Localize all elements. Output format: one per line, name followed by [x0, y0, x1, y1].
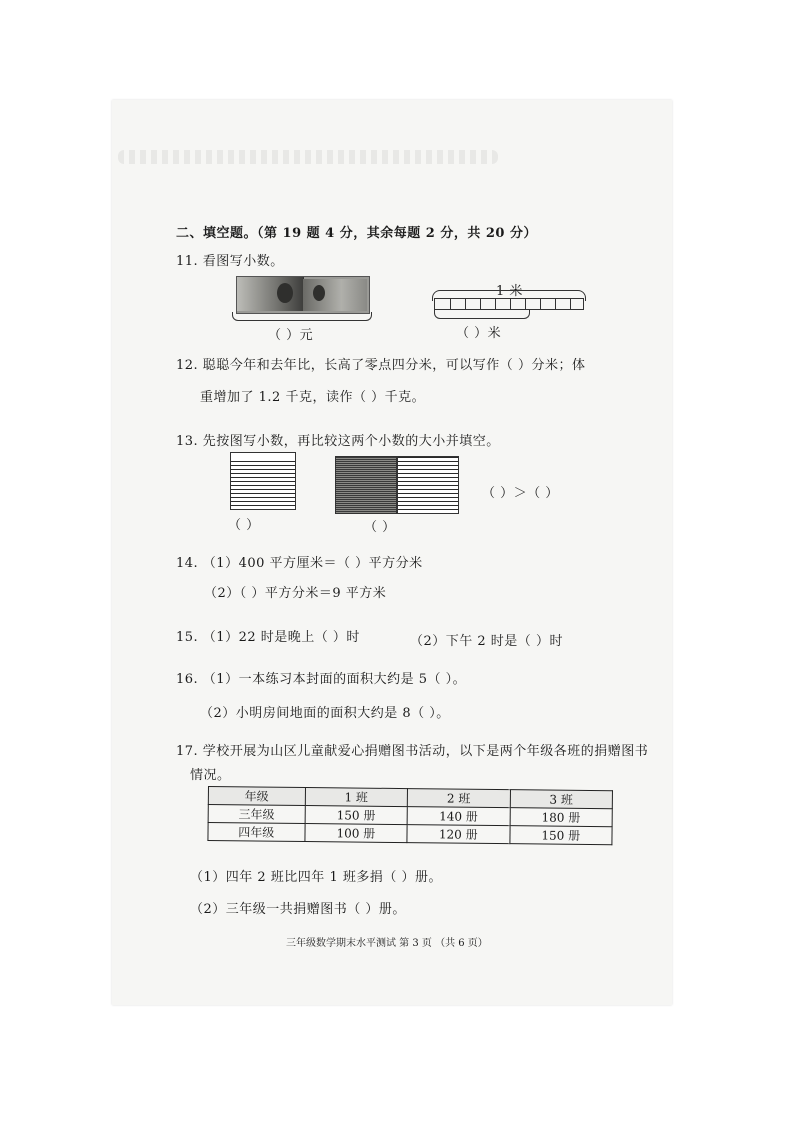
q14-line2: （2）（ ）平方分米＝9 平方米: [204, 586, 387, 601]
q12-line2: 重增加了 1.2 千克，读作（ ）千克。: [200, 390, 426, 405]
table-header: 2 班: [407, 789, 510, 808]
table-cell: 150 册: [509, 826, 612, 845]
q15-part2: （2）下午 2 时是（ ）时: [410, 634, 563, 649]
q13-prompt: 13. 先按图写小数，再比较这两个小数的大小并填空。: [176, 434, 500, 449]
grid-b-partial: [397, 456, 459, 514]
table-cell: 120 册: [407, 825, 510, 844]
section-title: 二、填空题。（第 19 题 4 分，其余每题 2 分，共 20 分）: [176, 226, 537, 241]
q11-money-answer: （ ）元: [268, 328, 314, 343]
donation-table: [207, 786, 613, 845]
q15-part1: 15. （1）22 时是晚上（ ）时: [176, 630, 360, 645]
table-header: 3 班: [510, 790, 613, 809]
q13-answer-b: （ ）: [364, 520, 396, 535]
q16-line2: （2）小明房间地面的面积大约是 8（ ）。: [200, 706, 450, 721]
q17-sub1: （1）四年 2 班比四年 1 班多捐（ ）册。: [190, 870, 442, 885]
q13-compare: （ ）＞（ ）: [482, 486, 559, 501]
table-cell: 140 册: [407, 807, 510, 826]
banknote-100: [237, 277, 304, 311]
portrait-icon: [313, 285, 325, 301]
page-footer: 三年级数学期末水平测试 第 3 页 （共 6 页）: [286, 938, 488, 949]
q17-line2: 情况。: [190, 768, 231, 783]
table-row: [208, 823, 612, 845]
q13-answer-a: （ ）: [228, 518, 260, 533]
ruler-bottom-brace: [434, 310, 530, 319]
q11-prompt: 11. 看图写小数。: [176, 254, 284, 269]
q14-line1: 14. （1）400 平方厘米＝（ ）平方分米: [176, 556, 423, 571]
q11-ruler-answer: （ ）米: [456, 326, 502, 341]
scan-smudge: [118, 150, 498, 164]
portrait-icon: [277, 283, 293, 303]
table-cell: 150 册: [305, 806, 408, 825]
q17-sub2: （2）三年级一共捐赠图书（ ）册。: [190, 902, 406, 917]
q16-line1: 16. （1）一本练习本封面的面积大约是 5（ ）。: [176, 672, 467, 687]
table-header: 年级: [208, 787, 305, 806]
money-brace: [232, 312, 372, 321]
ruler-label: 1 米: [496, 284, 523, 299]
table-header: 1 班: [305, 788, 408, 807]
table-cell: 四年级: [208, 823, 305, 842]
grid-b-full: [335, 456, 397, 514]
table-cell: 100 册: [305, 824, 408, 843]
q17-line1: 17. 学校开展为山区儿童献爱心捐赠图书活动，以下是两个年级各班的捐赠图书: [176, 744, 649, 759]
banknote-image: [236, 276, 370, 314]
banknote-10: [303, 279, 367, 311]
grid-a: [230, 452, 296, 510]
meter-ruler: [434, 298, 584, 310]
table-cell: 180 册: [510, 808, 613, 827]
table-cell: 三年级: [208, 805, 305, 824]
q12-line1: 12. 聪聪今年和去年比，长高了零点四分米，可以写作（ ）分米；体: [176, 358, 586, 373]
